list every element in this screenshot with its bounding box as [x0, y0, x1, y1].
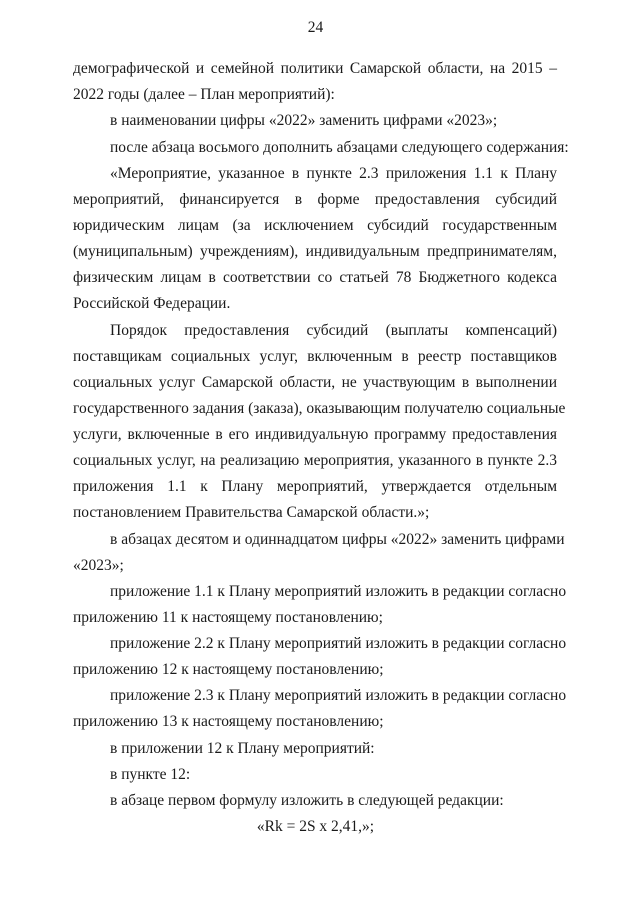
text-line: в абзаце первом формулу изложить в следующей редакции:	[110, 792, 504, 809]
text-line: приложения 1.1 к Плану мероприятий, утверждается отдельным	[73, 478, 557, 495]
text-line: мероприятий, финансируется в форме предоставления субсидий	[73, 191, 557, 208]
text-line: приложение 1.1 к Плану мероприятий изложить в редакции согласно	[110, 583, 567, 600]
formula: «Rk = 2S x 2,41,»;	[256, 818, 375, 835]
text-line: (муниципальным) учреждениям), индивидуальным предпринимателям,	[73, 243, 557, 260]
text-line: 2022 годы (далее – План мероприятий):	[73, 86, 335, 103]
text-line: в абзацах десятом и одиннадцатом цифры «2022» заменить цифрами	[110, 531, 565, 548]
text-line: Порядок предоставления субсидий (выплаты компенсаций)	[110, 322, 557, 339]
text-line: услуги, включенные в его индивидуальную программу предоставления	[73, 426, 557, 443]
text-line: Российской Федерации.	[73, 295, 231, 312]
text-line: социальных услуг Самарской области, не участвующим в выполнении	[73, 374, 557, 391]
text-line: демографической и семейной политики Самарской области, на 2015 –	[73, 60, 557, 77]
text-line: социальных услуг, на реализацию мероприятия, указанного в пункте 2.3	[73, 452, 557, 469]
text-line: «Мероприятие, указанное в пункте 2.3 приложения 1.1 к Плану	[110, 165, 557, 182]
text-line: в приложении 12 к Плану мероприятий:	[110, 740, 375, 757]
text-line: в наименовании цифры «2022» заменить цифрами «2023»;	[110, 112, 498, 129]
text-line: физическим лицам в соответствии со статьей 78 Бюджетного кодекса	[73, 269, 557, 286]
text-line: постановлением Правительства Самарской области.»;	[73, 504, 430, 521]
page-number: 24	[307, 19, 324, 36]
text-line: приложению 13 к настоящему постановлению;	[73, 713, 384, 730]
text-line: приложение 2.2 к Плану мероприятий изложить в редакции согласно	[110, 635, 567, 652]
text-line: приложение 2.3 к Плану мероприятий изложить в редакции согласно	[110, 687, 567, 704]
text-line: государственного задания (заказа), оказывающим получателю социальные	[73, 400, 566, 417]
text-line: в пункте 12:	[110, 766, 191, 783]
text-line: юридическим лицам (за исключением субсидий государственным	[73, 217, 557, 234]
text-line: поставщикам социальных услуг, включенным в реестр поставщиков	[73, 348, 557, 365]
text-line: после абзаца восьмого дополнить абзацами следующего содержания:	[110, 139, 569, 156]
text-line: приложению 12 к настоящему постановлению;	[73, 661, 384, 678]
text-line: приложению 11 к настоящему постановлению;	[73, 609, 383, 626]
text-line: «2023»;	[73, 557, 124, 574]
